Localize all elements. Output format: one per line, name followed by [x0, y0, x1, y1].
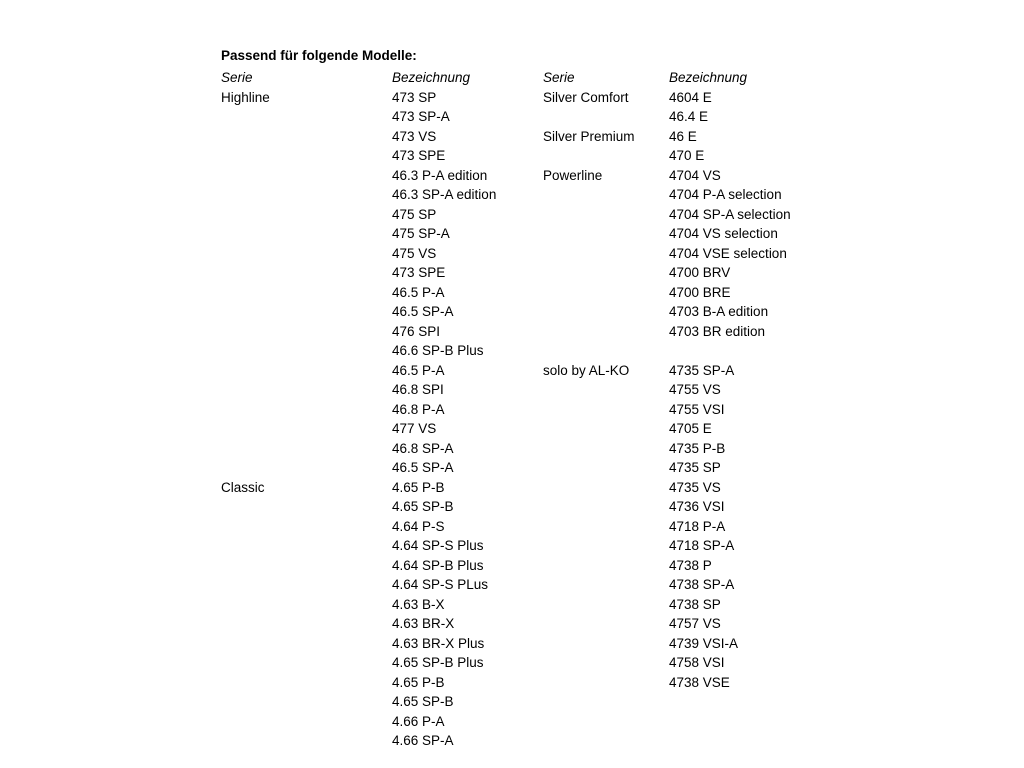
serie-label: Silver Comfort	[543, 89, 629, 105]
model-designation: 475 SP	[392, 206, 437, 222]
model-designation: 4755 VSI	[669, 401, 725, 417]
model-designation: 4705 E	[669, 421, 712, 436]
serie-empty-cell	[221, 127, 270, 147]
model-designation: 46.8 SP-A	[392, 440, 454, 456]
serie-empty-cell	[221, 673, 270, 693]
model-designation: 4.63 B-X	[392, 596, 445, 612]
model-designation: 473 VS	[392, 128, 437, 144]
model-designation: 46.5 P-A	[392, 284, 445, 300]
model-designation	[669, 341, 791, 361]
model-designation: 4735 P-B	[669, 440, 726, 456]
serie-empty-cell	[221, 107, 270, 127]
model-designation: 4604 E	[669, 89, 712, 105]
serie-empty-cell	[221, 634, 270, 654]
serie-empty-cell	[543, 185, 635, 205]
serie-empty-cell	[221, 731, 270, 751]
model-designation: 477 VS	[392, 421, 437, 436]
serie-label: Highline	[221, 89, 270, 105]
model-designation: 46.3 SP-A edition	[392, 187, 497, 202]
serie-empty-cell	[543, 517, 635, 537]
left-serie-column	[221, 68, 270, 751]
serie-empty-cell	[221, 419, 270, 439]
right-serie-header: Serie	[543, 70, 575, 85]
serie-empty-cell	[221, 146, 270, 166]
serie-label: Silver Premium	[543, 128, 635, 144]
left-serie-header: Serie	[221, 70, 253, 85]
serie-empty-cell	[221, 361, 270, 381]
model-designation: 473 SPE	[392, 148, 446, 163]
serie-empty-cell	[543, 673, 635, 693]
model-designation: 4704 P-A selection	[669, 187, 782, 202]
serie-empty-cell	[221, 517, 270, 537]
model-designation: 4757 VS	[669, 616, 721, 631]
serie-empty-cell	[221, 556, 270, 576]
serie-empty-cell	[221, 458, 270, 478]
serie-empty-cell	[543, 205, 635, 225]
model-designation: 4738 SP-A	[669, 577, 735, 592]
model-designation: 475 VS	[392, 245, 437, 261]
model-designation: 4758 VSI	[669, 655, 725, 670]
serie-empty-cell	[543, 458, 635, 478]
serie-empty-cell	[221, 322, 270, 342]
serie-empty-cell	[543, 634, 635, 654]
serie-label: Powerline	[543, 167, 603, 183]
model-designation: 46 E	[669, 128, 697, 144]
serie-empty-cell	[543, 322, 635, 342]
model-designation: 4718 P-A	[669, 518, 726, 534]
model-designation: 470 E	[669, 148, 705, 163]
model-designation: 4700 BRE	[669, 284, 731, 300]
serie-empty-cell	[221, 595, 270, 615]
serie-empty-cell	[221, 692, 270, 712]
model-designation: 4704 SP-A selection	[669, 206, 791, 222]
serie-empty-cell	[543, 107, 635, 127]
model-designation: 4738 VSE	[669, 674, 730, 690]
model-designation: 46.5 SP-A	[392, 304, 454, 319]
serie-empty-cell	[543, 419, 635, 439]
serie-empty-cell	[221, 575, 270, 595]
model-designation: 46.3 P-A edition	[392, 167, 488, 183]
serie-empty-cell	[543, 302, 635, 322]
serie-empty-cell	[543, 536, 635, 556]
serie-empty-cell	[221, 712, 270, 732]
model-designation: 4738 P	[669, 557, 712, 573]
serie-empty-cell	[221, 205, 270, 225]
serie-empty-cell	[221, 653, 270, 673]
serie-empty-cell	[221, 341, 270, 361]
model-designation: 46.8 SPI	[392, 382, 444, 397]
model-designation: 4.66 P-A	[392, 713, 445, 729]
serie-empty-cell	[221, 400, 270, 420]
serie-empty-cell	[543, 653, 635, 673]
serie-empty-cell	[221, 166, 270, 186]
serie-empty-cell	[221, 302, 270, 322]
serie-empty-cell	[543, 224, 635, 244]
model-designation: 4.66 SP-A	[392, 733, 454, 748]
left-bezeichnung-header: Bezeichnung	[392, 70, 471, 85]
model-designation: 4.63 BR-X	[392, 616, 455, 631]
model-designation: 4738 SP	[669, 596, 721, 612]
serie-empty-cell	[543, 556, 635, 576]
serie-empty-cell	[221, 224, 270, 244]
model-designation: 4.65 SP-B	[392, 694, 454, 709]
model-designation: 4700 BRV	[669, 265, 731, 280]
model-designation: 4.65 SP-B Plus	[392, 655, 484, 670]
model-designation: 473 SP	[392, 89, 437, 105]
serie-empty-cell	[543, 439, 635, 459]
model-designation: 476 SPI	[392, 323, 441, 339]
model-designation: 4704 VSE selection	[669, 245, 787, 261]
model-designation: 4704 VS	[669, 167, 721, 183]
model-designation: 473 SP-A	[392, 109, 450, 124]
model-designation: 4739 VSI-A	[669, 635, 739, 651]
serie-empty-cell	[543, 341, 635, 361]
model-designation: 4755 VS	[669, 382, 721, 397]
serie-empty-cell	[221, 614, 270, 634]
model-designation: 4.65 P-B	[392, 479, 445, 495]
model-designation: 4703 BR edition	[669, 323, 766, 339]
model-designation: 46.8 P-A	[392, 401, 445, 417]
model-designation: 4.65 P-B	[392, 674, 445, 690]
serie-empty-cell	[543, 575, 635, 595]
serie-empty-cell	[221, 536, 270, 556]
model-designation: 46.5 P-A	[392, 362, 445, 378]
serie-label: Classic	[221, 479, 265, 495]
serie-empty-cell	[543, 400, 635, 420]
serie-empty-cell	[543, 283, 635, 303]
serie-empty-cell	[543, 595, 635, 615]
model-designation: 4735 SP-A	[669, 362, 735, 378]
serie-empty-cell	[543, 380, 635, 400]
serie-empty-cell	[543, 244, 635, 264]
document-title: Passend für folgende Modelle:	[221, 48, 417, 63]
serie-empty-cell	[543, 478, 635, 498]
serie-label: solo by AL-KO	[543, 362, 630, 378]
serie-empty-cell	[221, 380, 270, 400]
serie-empty-cell	[543, 146, 635, 166]
model-designation: 4704 VS selection	[669, 226, 778, 241]
model-designation: 4.63 BR-X Plus	[392, 635, 485, 651]
model-designation: 4736 VSI	[669, 499, 725, 514]
serie-empty-cell	[221, 263, 270, 283]
serie-empty-cell	[221, 283, 270, 303]
model-designation: 4718 SP-A	[669, 538, 735, 553]
model-designation: 4.64 SP-S PLus	[392, 577, 489, 592]
serie-empty-cell	[543, 263, 635, 283]
model-designation: 46.4 E	[669, 109, 709, 124]
model-designation: 475 SP-A	[392, 226, 450, 241]
model-designation: 46.6 SP-B Plus	[392, 343, 484, 358]
model-designation: 473 SPE	[392, 265, 446, 280]
model-designation: 4.64 P-S	[392, 518, 445, 534]
model-designation: 4.65 SP-B	[392, 499, 454, 514]
right-bezeichnung-column	[669, 68, 791, 692]
model-designation: 4.64 SP-S Plus	[392, 538, 484, 553]
serie-empty-cell	[543, 614, 635, 634]
serie-empty-cell	[221, 497, 270, 517]
serie-empty-cell	[543, 497, 635, 517]
model-designation: 4735 SP	[669, 460, 721, 475]
left-bezeichnung-column	[392, 68, 496, 751]
model-designation: 4735 VS	[669, 479, 721, 495]
serie-empty-cell	[221, 439, 270, 459]
model-designation: 4.64 SP-B Plus	[392, 557, 484, 573]
model-designation: 46.5 SP-A	[392, 460, 454, 475]
serie-empty-cell	[221, 185, 270, 205]
right-bezeichnung-header: Bezeichnung	[669, 70, 748, 85]
serie-empty-cell	[221, 244, 270, 264]
model-designation: 4703 B-A edition	[669, 304, 769, 319]
right-serie-column	[543, 68, 635, 692]
